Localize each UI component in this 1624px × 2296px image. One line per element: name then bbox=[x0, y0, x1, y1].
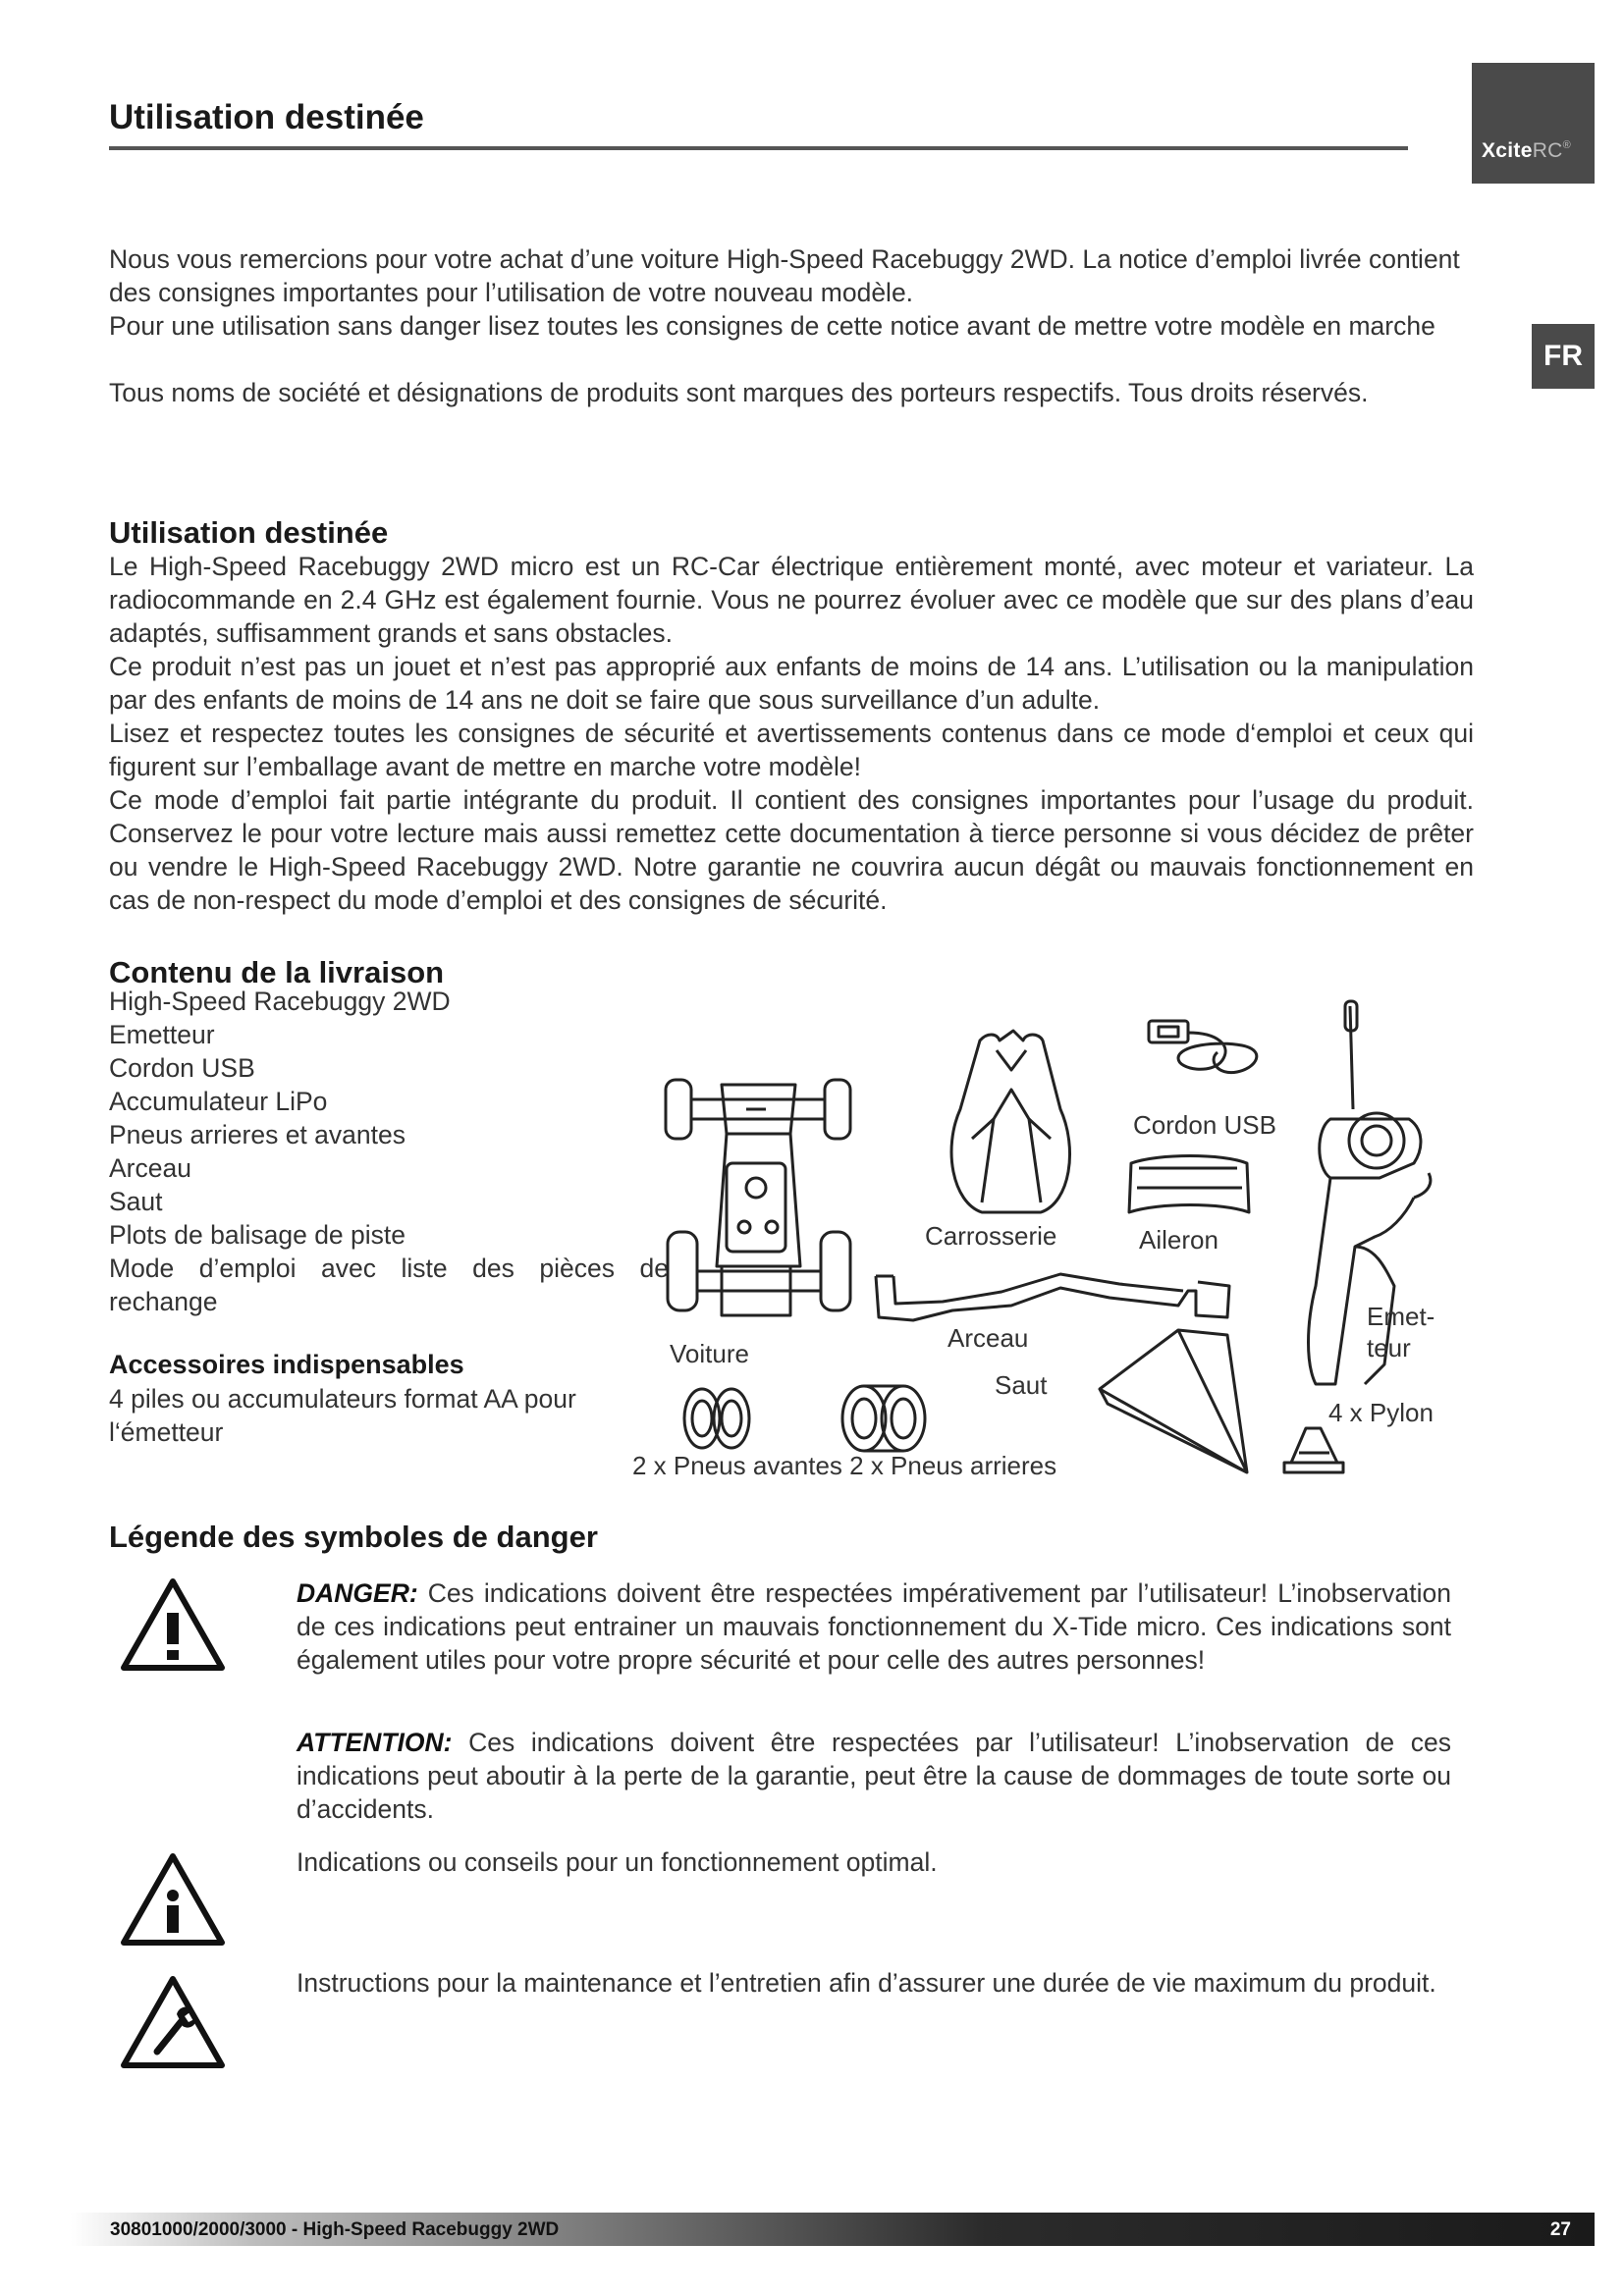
wrench-icon bbox=[118, 1973, 228, 2071]
ramp-drawing bbox=[1100, 1330, 1247, 1472]
attention-text: Ces indications doivent être respectées par l’utilisateur! L’inobservation de ces indications peut aboutir à la perte de la garantie, peut être la cause de dommages de toute sorte ou d’accidents. bbox=[297, 1728, 1451, 1824]
accessories-heading: Accessoires indispensables bbox=[109, 1350, 464, 1379]
header-rule bbox=[109, 146, 1408, 150]
intended-use-paragraph: Ce produit n’est pas un jouet et n’est pas approprié aux enfants de moins de 14 ans. L’utilisation ou la manipulation par des enfants de moins de 14 ans ne doit se faire que sous surveillance d’un adulte. bbox=[109, 652, 1474, 715]
footer-doc-ref: 30801000/2000/3000 - High-Speed Racebuggy 2WD bbox=[110, 2219, 560, 2240]
contents-item: Arceau bbox=[109, 1153, 191, 1183]
intro-paragraph: Nous vous remercions pour votre achat d’une voiture High-Speed Racebuggy 2WD. La notice d’emploi livrée contient des consignes importantes pour l’utilisation de votre nouveau modèle. bbox=[109, 244, 1460, 307]
label-pneus: 2 x Pneus avantes 2 x Pneus arrieres bbox=[632, 1451, 1057, 1480]
danger-description bbox=[297, 1576, 1451, 1677]
attention-label: ATTENTION: bbox=[297, 1728, 453, 1757]
danger-text: Ces indications doivent être respectées impérativement par l’utilisateur! L’inobservation de ces indications peut entrainer un mauvais fonctionnement du X-Tide micro. Ces indications sont également utiles pour votre propre sécurité et pour celle des autres personnes! bbox=[297, 1578, 1451, 1675]
contents-list bbox=[109, 985, 669, 1318]
label-emetteur-2: teur bbox=[1367, 1333, 1411, 1362]
label-arceau: Arceau bbox=[947, 1323, 1029, 1353]
section-heading-contents: Contenu de la livraison bbox=[109, 955, 445, 989]
contents-item: Cordon USB bbox=[109, 1053, 255, 1083]
contents-item: Pneus arrieres et avantes bbox=[109, 1120, 406, 1149]
body-shell-drawing bbox=[951, 1031, 1069, 1212]
danger-icon bbox=[118, 1575, 228, 1674]
contents-item: Mode d’emploi avec liste des pièces de rechange bbox=[109, 1254, 669, 1316]
pylon-drawing bbox=[1284, 1428, 1343, 1472]
label-voiture: Voiture bbox=[670, 1339, 749, 1368]
contents-illustration bbox=[628, 991, 1610, 1502]
label-saut: Saut bbox=[995, 1370, 1048, 1400]
language-tab: FR bbox=[1532, 324, 1595, 389]
info-icon bbox=[118, 1850, 228, 1949]
logo-bold: Xcite bbox=[1482, 139, 1533, 162]
accessories-text: 4 piles ou accumulateurs format AA pour l‘émetteur bbox=[109, 1384, 576, 1447]
roll-bar-drawing bbox=[876, 1274, 1229, 1320]
page-title: Utilisation destinée bbox=[109, 98, 424, 136]
intended-use-text bbox=[109, 550, 1474, 917]
label-pylon: 4 x Pylon bbox=[1328, 1398, 1434, 1427]
intro-paragraph: Tous noms de société et désignations de produits sont marques des porteurs respectifs. Tous droits réservés. bbox=[109, 378, 1369, 407]
usb-cable-drawing bbox=[1149, 1021, 1257, 1073]
label-cordon: Cordon USB bbox=[1133, 1110, 1276, 1140]
attention-description bbox=[297, 1726, 1451, 1826]
tires-drawing bbox=[684, 1386, 925, 1451]
contents-item: Plots de balisage de piste bbox=[109, 1220, 406, 1250]
footer-bar bbox=[71, 2213, 1595, 2246]
contents-item: Saut bbox=[109, 1187, 163, 1216]
intro-section bbox=[109, 242, 1474, 409]
label-aileron: Aileron bbox=[1139, 1225, 1218, 1255]
contents-item: Accumulateur LiPo bbox=[109, 1087, 328, 1116]
intro-paragraph: Pour une utilisation sans danger lisez toutes les consignes de cette notice avant de mettre votre modèle en marche bbox=[109, 311, 1435, 341]
page-number: 27 bbox=[1549, 2219, 1571, 2240]
intended-use-paragraph: Lisez et respectez toutes les consignes de sécurité et avertissements contenus dans ce mode d‘emploi et ceux qui figurent sur l’emballage avant de mettre en marche votre modèle! bbox=[109, 719, 1474, 781]
label-emetteur-1: Emet- bbox=[1367, 1302, 1435, 1331]
wing-drawing bbox=[1129, 1156, 1249, 1213]
danger-label: DANGER: bbox=[297, 1578, 418, 1608]
car-drawing bbox=[666, 1080, 850, 1315]
maintenance-description: Instructions pour la maintenance et l’entretien afin d’assurer une durée de vie maximum du produit. bbox=[297, 1968, 1436, 1998]
contents-item: High-Speed Racebuggy 2WD bbox=[109, 987, 451, 1016]
label-carrosserie: Carrosserie bbox=[925, 1221, 1057, 1251]
logo-light: RC bbox=[1532, 139, 1563, 162]
section-heading-symbols: Légende des symboles de danger bbox=[109, 1520, 598, 1554]
section-heading-intended-use: Utilisation destinée bbox=[109, 515, 389, 550]
brand-logo: XciteRC® bbox=[1472, 63, 1595, 184]
contents-item: Emetteur bbox=[109, 1020, 215, 1049]
info-description: Indications ou conseils pour un fonctionnement optimal. bbox=[297, 1847, 938, 1877]
intended-use-paragraph: Le High-Speed Racebuggy 2WD micro est un RC-Car électrique entièrement monté, avec moteur et variateur. La radiocommande en 2.4 GHz est également fournie. Vous ne pourrez évoluer avec ce modèle que sur des plans d’eau adaptés, suffisamment grands et sans obstacles. bbox=[109, 552, 1474, 648]
intended-use-paragraph: Ce mode d’emploi fait partie intégrante du produit. Il contient des consignes importantes pour l’usage du produit. Conservez le pour votre lecture mais aussi remettez cette documentation à tierce personne si vous décidez de prêter ou vendre le High-Speed Racebuggy 2WD. Notre garantie ne couvrira aucun dégât ou mauvais fonctionnement en cas de non-respect du mode d’emploi et des consignes de sécurité. bbox=[109, 785, 1474, 915]
